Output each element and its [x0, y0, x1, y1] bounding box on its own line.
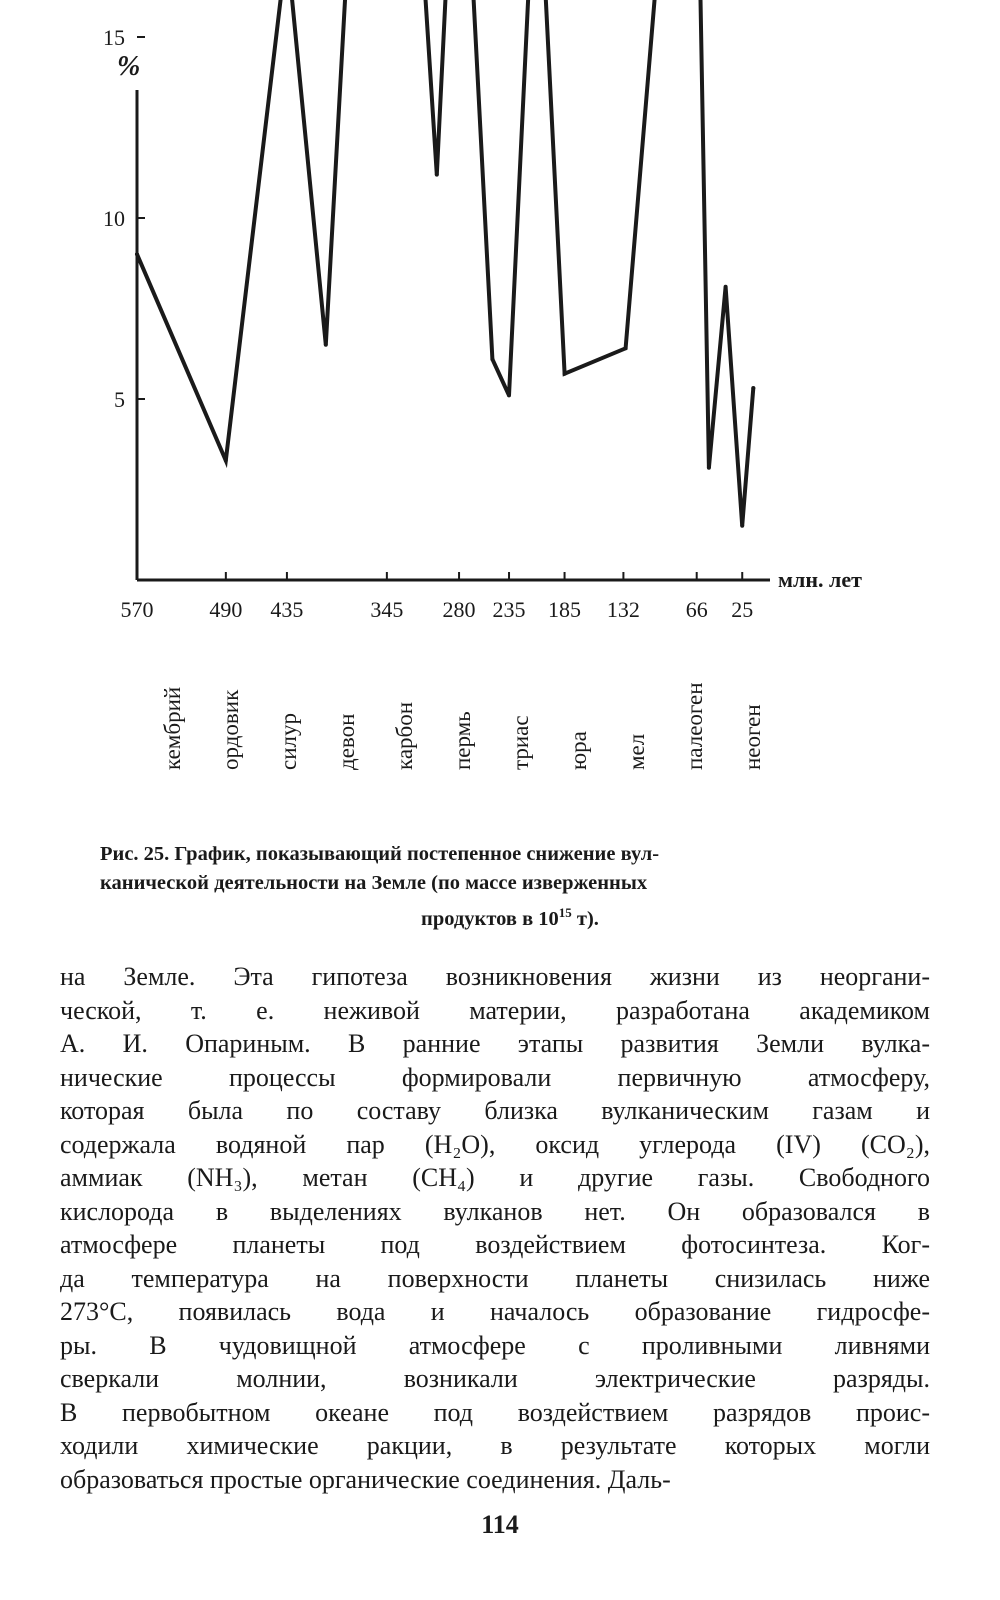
body-line: нические процессы формировали первичную атмосферу,: [60, 1062, 930, 1092]
body-line: содержала водяной пар (H₂O), оксид углерода (IV) (CO₂),: [60, 1129, 930, 1159]
body-line: аммиак (NH₃), метан (CH₄) и другие газы. Свободного: [60, 1163, 930, 1192]
data-point: [324, 343, 328, 347]
caption-last-line: [100, 898, 920, 934]
period-label: ордовик: [218, 689, 243, 770]
y-tick-label: 5: [114, 387, 125, 412]
data-point: [624, 346, 628, 350]
period-label: триас: [508, 715, 533, 770]
period-label: неоген: [740, 704, 765, 770]
data-point: [707, 466, 711, 470]
body-line: да температура на поверхности планеты снизилась ниже: [60, 1263, 930, 1293]
period-label: карбон: [392, 701, 417, 770]
x-tick-label: 185: [548, 597, 582, 622]
data-point: [490, 357, 494, 361]
data-point: [507, 393, 511, 397]
body-line: ходили химические ракции, в результате которых могли: [60, 1431, 930, 1460]
x-tick-label: 66: [685, 597, 708, 622]
y-axis-label: %: [117, 51, 141, 82]
x-tick-label: 132: [606, 597, 640, 622]
period-label: кембрий: [160, 686, 185, 770]
x-tick-label: 570: [120, 597, 154, 622]
body-line: ры. В чудовищной атмосфере с проливными ливнями: [60, 1330, 930, 1360]
data-point: [135, 252, 139, 256]
x-tick-label: 235: [492, 597, 526, 622]
body-line: кислорода в выделениях вулканов нет. Он образовался в: [60, 1196, 930, 1226]
caption-last-line-before: продуктов в 10: [421, 907, 559, 930]
body-line: на Земле. Эта гипотеза возникновения жизни из неоргани-: [60, 962, 930, 991]
body-line: В первобытном океане под воздействием разрядов проис-: [60, 1397, 930, 1427]
period-label: юра: [566, 731, 591, 770]
period-label: пермь: [450, 711, 475, 770]
body-line: атмосфере планеты под воздействием фотосинтеза. Ког-: [60, 1230, 930, 1259]
data-point: [751, 386, 755, 390]
period-label: девон: [334, 713, 359, 770]
caption-exponent: 15: [558, 905, 572, 920]
body-text: [60, 960, 930, 1496]
data-point: [563, 372, 567, 376]
body-line: 273°C, появилась вода и началось образование гидросфе-: [60, 1297, 930, 1326]
period-label: палеоген: [682, 682, 707, 770]
period-label: мел: [624, 733, 649, 770]
caption-line: канической деятельности на Земле (по массе изверженных: [100, 872, 648, 894]
x-axis-unit-label: млн. лет: [778, 567, 862, 592]
x-tick-label: 345: [370, 597, 404, 622]
x-tick-label: 435: [270, 597, 304, 622]
body-line: сверкали молнии, возникали электрические разряды.: [60, 1364, 930, 1393]
y-tick-label: 10: [103, 206, 125, 231]
caption-line: Рис. 25. График, показывающий постепенное снижение вул-: [100, 843, 660, 865]
x-tick-label: 280: [442, 597, 476, 622]
data-point: [740, 524, 744, 528]
body-line: А. И. Опариным. В ранние этапы развития Земли вулка-: [60, 1029, 930, 1058]
x-tick-label: 25: [731, 597, 754, 622]
caption-last-line-after: т).: [571, 907, 599, 930]
body-line: которая была по составу близка вулканическим газам и: [60, 1096, 930, 1125]
page-number: 114: [481, 1510, 519, 1539]
body-line: ческой, т. е. неживой материи, разработана академиком: [60, 995, 930, 1025]
y-tick-label: 15: [103, 25, 125, 50]
x-tick-label: 490: [209, 597, 243, 622]
body-line: образоваться простые органические соединения. Даль-: [60, 1464, 671, 1494]
period-label: силур: [276, 713, 301, 770]
data-point: [435, 173, 439, 177]
series-line: [137, 0, 753, 526]
data-point: [224, 459, 228, 463]
figure-caption: [100, 840, 920, 934]
data-point: [724, 285, 728, 289]
